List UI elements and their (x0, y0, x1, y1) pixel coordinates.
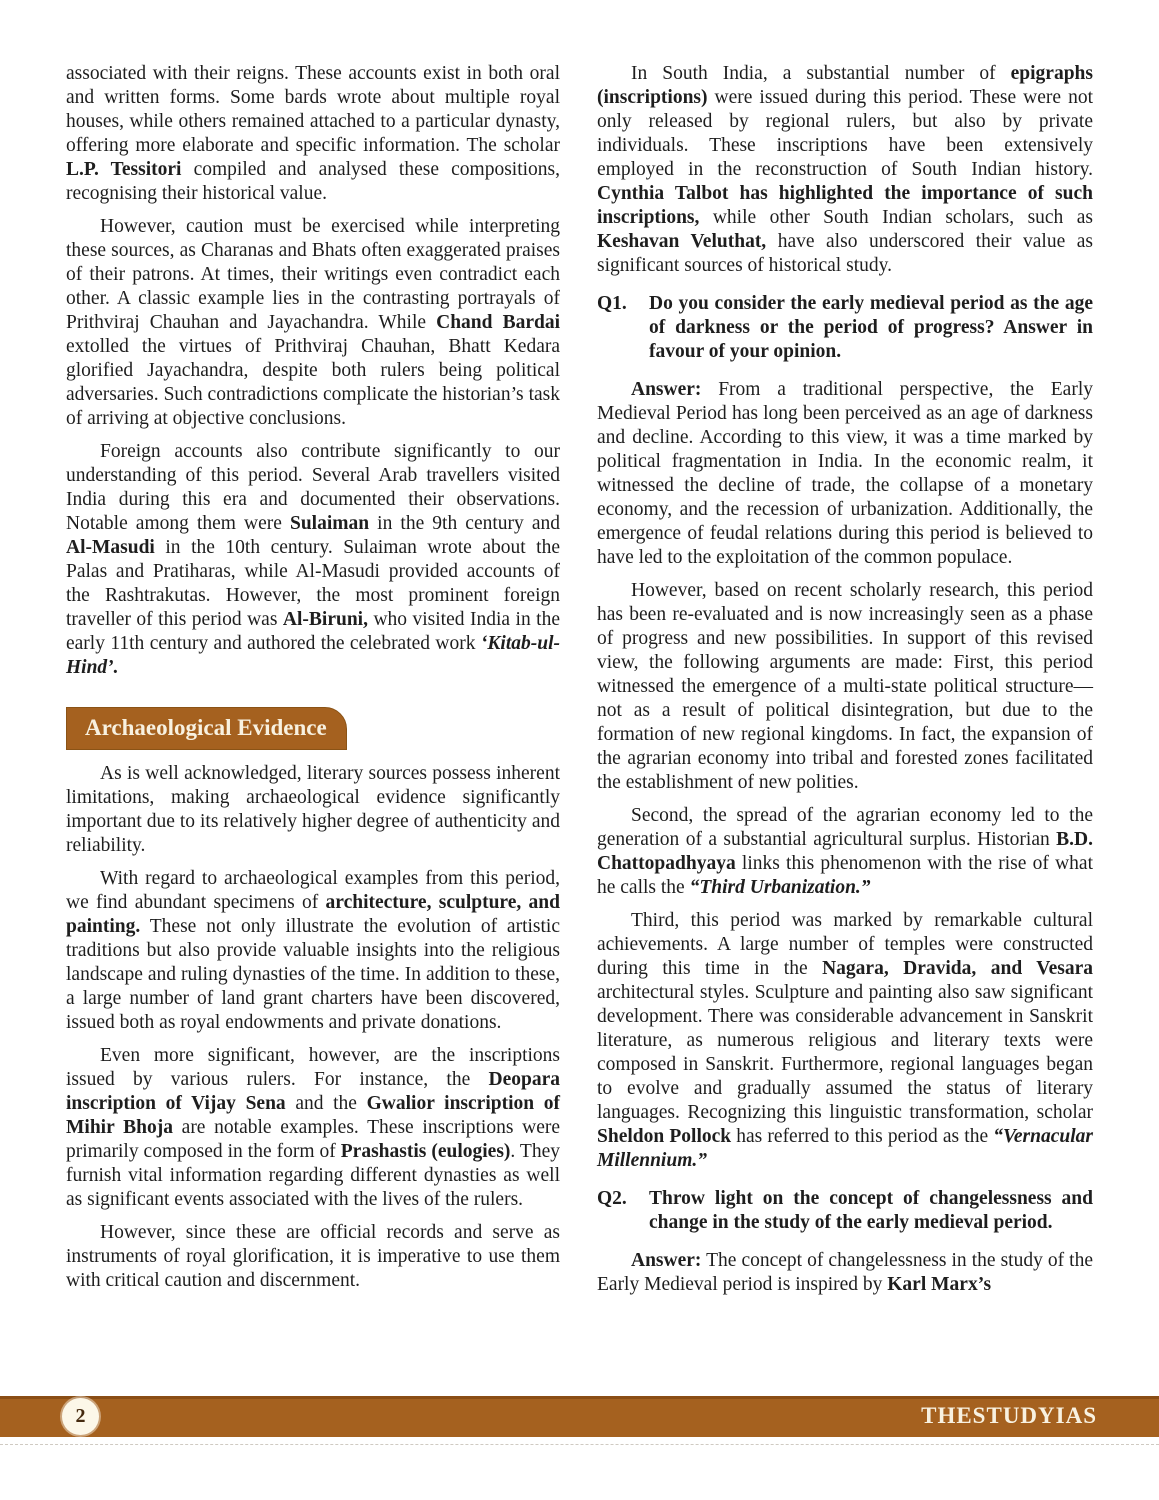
page-number-badge: 2 (62, 1398, 99, 1435)
text-run: Do you consider the early medieval period as the age of darkness or the period of progress? Answer in favour of your opinion. (649, 293, 1093, 362)
text-run: Chand Bardai (436, 312, 561, 333)
text-run: In South India, a substantial number of (631, 63, 1011, 84)
text-run: B.D. Chattopadhyaya (597, 829, 1093, 874)
text-run: in the 9th century and (369, 513, 560, 534)
question-text (649, 1187, 1093, 1235)
text-run: Keshavan Veluthat, (597, 231, 767, 252)
text-run: Even more significant, however, are the inscriptions issued by various rulers. For instance, the (66, 1045, 560, 1090)
answer-paragraph (597, 804, 1093, 900)
text-run: ‘Kitab-ul-Hind’. (66, 633, 560, 678)
text-run: were issued during this period. These were not only released by regional rulers, but also by private individuals. These inscriptions have been extensively employed in the reconstruction of South Indian history. (597, 87, 1093, 180)
paragraph (66, 1044, 560, 1212)
text-run: epigraphs (inscriptions) (597, 63, 1093, 108)
text-run: Gwalior inscription of Mihir Bhoja (66, 1093, 561, 1138)
text-run: Second, the spread of the agrarian economy led to the generation of a substantial agricultural surplus. Historian (597, 805, 1093, 850)
text-run: who visited India in the early 11th century and authored the celebrated work (66, 609, 560, 654)
text-run: These not only illustrate the evolution of artistic traditions but also provide valuable insights into the religious landscape and ruling dynasties of the time. In addition to these, a large number of land grant charters have been discovered, issued both as royal endowments and private donations. (66, 916, 560, 1033)
footer-divider (0, 1444, 1159, 1445)
paragraph (597, 62, 1093, 278)
text-run: “Third Urbanization.” (689, 877, 871, 898)
paragraph (66, 762, 560, 858)
text-run: Throw light on the concept of changelessness and change in the study of the early medieval period. (649, 1188, 1093, 1233)
paragraph (66, 215, 560, 431)
text-run: L.P. Tessitori (66, 159, 182, 180)
text-run: However, since these are official records and serve as instruments of royal glorification, it is imperative to use them with critical caution and discernment. (66, 1222, 560, 1291)
section-header-archaeological-evidence (66, 707, 347, 750)
text-run: are notable examples. These inscriptions were primarily composed in the form of (66, 1117, 561, 1162)
text-run: Deopara inscription of Vijay Sena (66, 1069, 560, 1114)
question-q2 (597, 1187, 1093, 1235)
text-run: Third, this period was marked by remarkable cultural achievements. A large number of temples were constructed during this time in the (597, 910, 1093, 979)
question-q1 (597, 292, 1093, 364)
question-label: Q2. (597, 1188, 627, 1209)
text-run: Nagara, Dravida, and Vesara (822, 958, 1093, 979)
text-run: However, based on recent scholarly research, this period has been re-evaluated and is now increasingly seen as a phase of progress and new possibilities. In support of this revised view, the following arguments are made: First, this period witnessed the emergence of a multi-state political structure—not as a result of political disintegration, but due to the formation of new regional kingdoms. In fact, the expansion of the agrarian economy into tribal and forested zones facilitated the establishment of new polities. (597, 580, 1093, 793)
question-text (649, 292, 1093, 364)
paragraph (66, 1221, 560, 1293)
answer-paragraph (597, 378, 1093, 570)
text-run: From a traditional perspective, the Early Medieval Period has long been perceived as an age of darkness and decline. According to this view, it was a time marked by political fragmentation in India. In the economic realm, it witnessed the decline of trade, the collapse of a monetary economy, and the recession of urbanization. Additionally, the emergence of feudal relations during this period is believed to have led to the exploitation of the common populace. (597, 379, 1093, 568)
text-run: . They furnish vital information regarding different dynasties as well as significant events associated with the lives of the rulers. (66, 1141, 560, 1210)
text-run: architectural styles. Sculpture and painting also saw significant development. There was considerable advancement in Sanskrit literature, as numerous religious and literary texts were composed in Sanskrit. Furthermore, regional languages began to evolve and gradually assumed the status of literary languages. Recognizing this linguistic transformation, scholar (597, 982, 1093, 1123)
brand-name: THESTUDYIAS (921, 1403, 1097, 1428)
text-run: Prashastis (eulogies) (340, 1141, 511, 1162)
text-run: compiled and analysed these compositions, recognising their historical value. (66, 159, 561, 204)
text-run: Answer: (631, 379, 702, 400)
text-run: and the (285, 1093, 367, 1114)
text-run: extolled the virtues of Prithviraj Chauhan, Bhatt Kedara glorified Jayachandra, despite both rulers being political adversaries. Such contradictions complicate the historian’s task of arriving at objective conclusions. (66, 336, 560, 429)
answer-paragraph (597, 909, 1093, 1173)
text-run: Al-Biruni, (282, 609, 368, 630)
text-run: As is well acknowledged, literary sources possess inherent limitations, making archaeological evidence significantly important due to its relatively higher degree of authenticity and reliability. (66, 763, 560, 856)
text-run: Sheldon Pollock (597, 1126, 732, 1147)
paragraph (66, 867, 560, 1035)
text-run: “Vernacular Millennium.” (597, 1126, 1093, 1171)
text-run: in the 10th century. Sulaiman wrote about the Palas and Pratiharas, while Al-Masudi provided accounts of the Rashtrakutas. However, the most prominent foreign traveller of this period was (66, 537, 560, 630)
text-run: The concept of changelessness in the study of the Early Medieval period is inspired by (597, 1250, 1093, 1295)
paragraph (66, 440, 560, 680)
text-run: However, caution must be exercised while interpreting these sources, as Charanas and Bhats often exaggerated praises of their patrons. At times, their writings even contradict each other. A classic example lies in the contrasting portrayals of Prithviraj Chauhan and Jayachandra. While (66, 216, 560, 333)
section-header-label: Archaeological Evidence (85, 715, 327, 740)
left-column (66, 62, 560, 1302)
text-run: have also underscored their value as significant sources of historical study. (597, 231, 1093, 276)
question-label: Q1. (597, 293, 627, 314)
text-run: Sulaiman (289, 513, 370, 534)
text-run: Al-Masudi (66, 537, 155, 558)
text-run: With regard to archaeological examples from this period, we find abundant specimens of (66, 868, 560, 913)
paragraph (66, 62, 560, 206)
right-column (597, 62, 1093, 1306)
text-run: links this phenomenon with the rise of what he calls the (597, 853, 1093, 898)
text-run: Answer: (631, 1250, 702, 1271)
text-run: has referred to this period as the (731, 1126, 994, 1147)
text-run: Foreign accounts also contribute significantly to our understanding of this period. Several Arab travellers visited India during this era and documented their observations. Notable among them were (66, 441, 560, 534)
text-run: while other South Indian scholars, such as (699, 207, 1093, 228)
text-run: Karl Marx’s (887, 1274, 992, 1295)
text-run: Cynthia Talbot has highlighted the importance of such inscriptions, (597, 183, 1093, 228)
answer-paragraph (597, 579, 1093, 795)
answer-paragraph (597, 1249, 1093, 1297)
text-run: architecture, sculpture, and painting. (66, 892, 560, 937)
text-run: associated with their reigns. These accounts exist in both oral and written forms. Some bards wrote about multiple royal houses, while others remained attached to a particular dynasty, offering more elaborate and specific information. The scholar (66, 63, 560, 156)
